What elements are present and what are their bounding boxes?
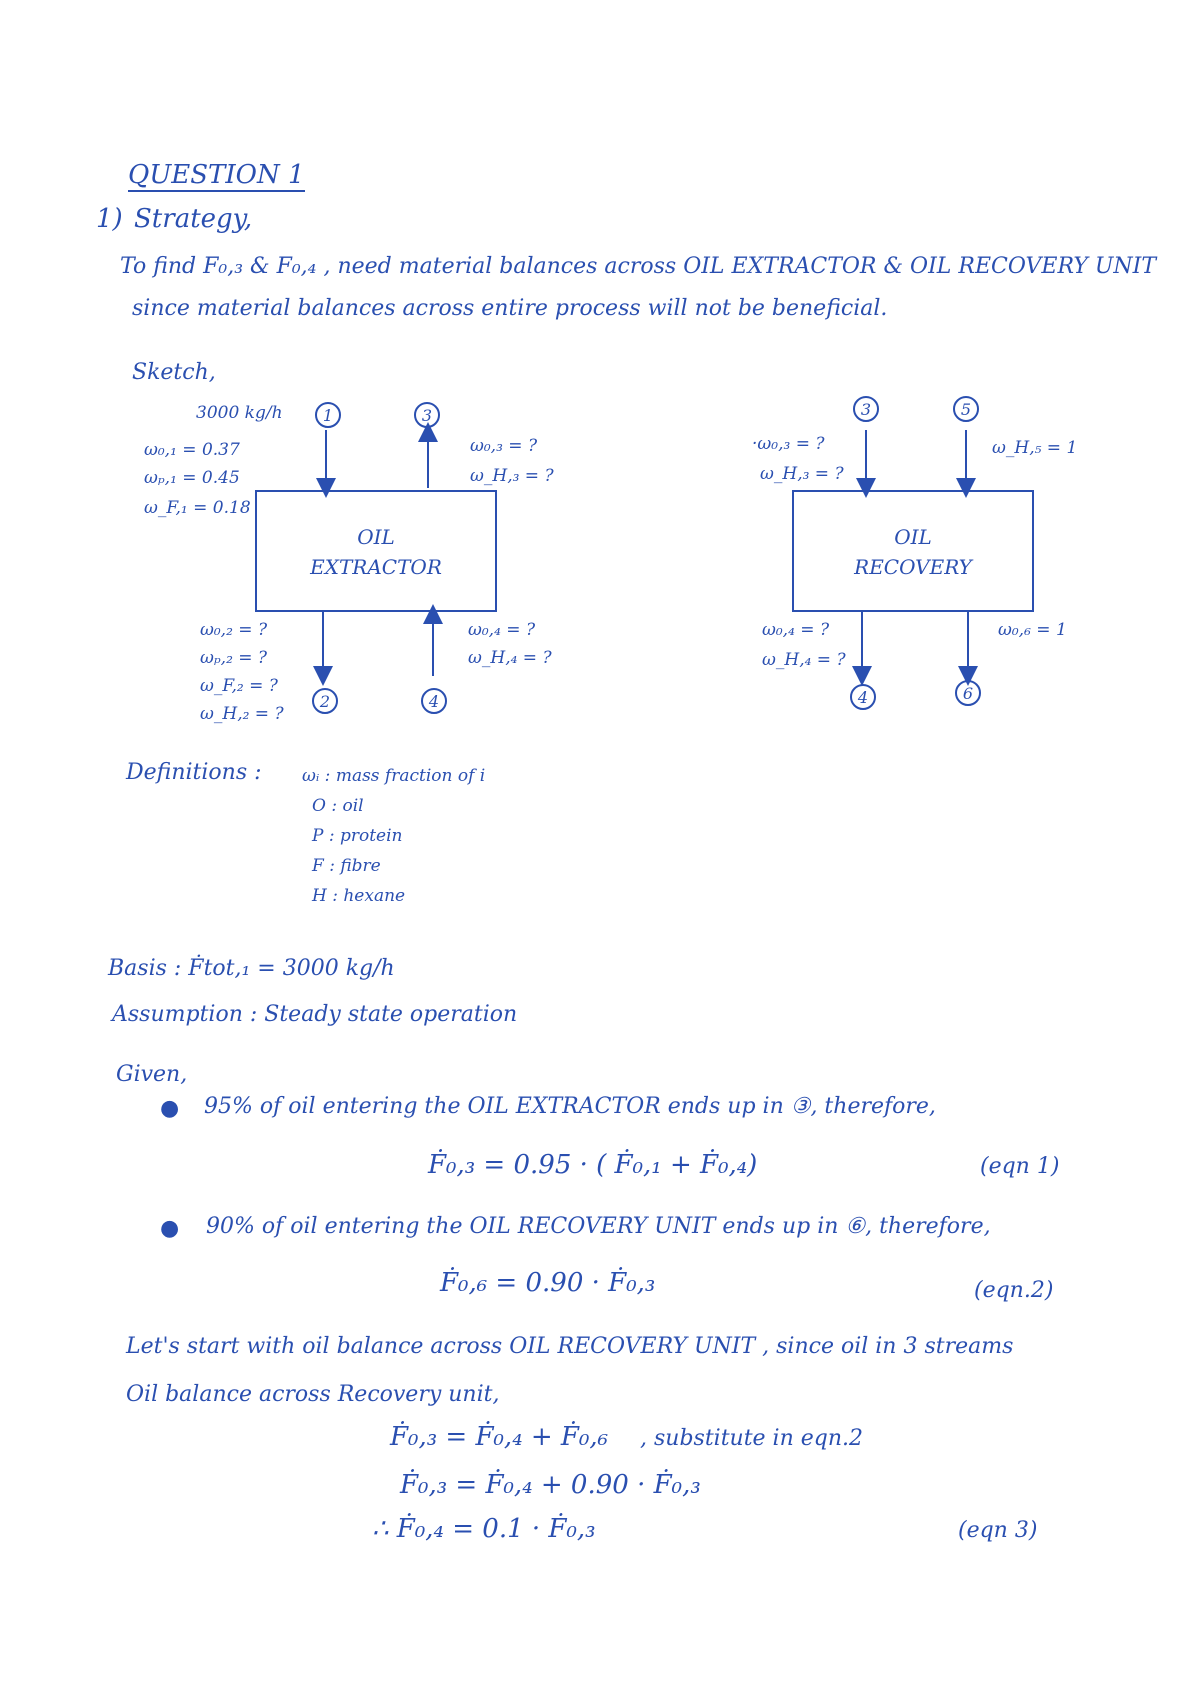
feed-fraction-oil: ω₀,₁ = 0.37 <box>144 440 240 460</box>
oil-recovery-label-line-2: RECOVERY <box>854 555 972 579</box>
stream-3-marker-extractor: 3 <box>414 402 440 428</box>
equation-1: Ḟ₀,₃ = 0.95 · ( Ḟ₀,₁ + Ḟ₀,₄) <box>428 1150 758 1180</box>
stream-2-marker: 2 <box>312 688 338 714</box>
definition-item: ωᵢ : mass fraction of i <box>302 766 486 786</box>
feed-rate: 3000 kg/h <box>196 403 283 423</box>
oil-extractor-label-line-1: OIL <box>357 525 395 549</box>
equation-2: Ḟ₀,₆ = 0.90 · Ḟ₀,₃ <box>440 1268 656 1298</box>
definitions-heading: Definitions : <box>126 760 262 785</box>
definition-item: O : oil <box>312 796 364 816</box>
stream-2-fraction-oil: ω₀,₂ = ? <box>200 620 268 640</box>
bullet-icon: ● <box>160 1216 180 1241</box>
definitions-list <box>302 766 485 916</box>
recovery-in-fraction-hexane: ω_H,₃ = ? <box>760 464 844 484</box>
definition-item: P : protein <box>312 826 403 846</box>
oil-extractor-label-line-2: EXTRACTOR <box>310 555 442 579</box>
stream-2-fraction-hexane: ω_H,₂ = ? <box>200 704 284 724</box>
equation-2-tag: (eqn.2) <box>974 1278 1054 1303</box>
assumption: Assumption : Steady state operation <box>112 1002 518 1027</box>
stream-5-fraction-hexane: ω_H,₅ = 1 <box>992 438 1078 458</box>
equation-1-tag: (eqn 1) <box>980 1154 1060 1179</box>
stream-6-fraction-oil: ω₀,₆ = 1 <box>998 620 1067 640</box>
strategy-line-1: To find F₀,₃ & F₀,₄ , need material balances across OIL EXTRACTOR & OIL RECOVERY UNIT <box>120 254 1156 279</box>
stream-4-fraction-hexane-extractor: ω_H,₄ = ? <box>468 648 552 668</box>
stream-6-marker: 6 <box>955 680 981 706</box>
bullet-icon: ● <box>160 1096 180 1121</box>
stream-2-fraction-fibre: ω_F,₂ = ? <box>200 676 278 696</box>
balance-line-2: Ḟ₀,₃ = Ḟ₀,₄ + 0.90 · Ḟ₀,₃ <box>400 1470 701 1500</box>
stream-4-fraction-hexane-recovery: ω_H,₄ = ? <box>762 650 846 670</box>
given-bullet-2: 90% of oil entering the OIL RECOVERY UNIT ends up in ⑥, therefore, <box>206 1214 991 1239</box>
oil-extractor-label <box>255 522 497 582</box>
stream-4-marker-extractor: 4 <box>421 688 447 714</box>
sketch-heading: Sketch, <box>132 360 216 385</box>
stream-5-marker: 5 <box>953 396 979 422</box>
oil-recovery-label <box>792 522 1034 582</box>
strategy-heading: Strategy, <box>134 204 253 234</box>
feed-fraction-fibre: ω_F,₁ = 0.18 <box>144 498 251 518</box>
given-heading: Given, <box>116 1062 188 1087</box>
stream-3-fraction-oil: ω₀,₃ = ? <box>470 436 538 456</box>
stream-2-fraction-protein: ωₚ,₂ = ? <box>200 648 268 668</box>
feed-fraction-protein: ωₚ,₁ = 0.45 <box>144 468 240 488</box>
stream-4-marker-recovery: 4 <box>850 684 876 710</box>
balance-heading: Oil balance across Recovery unit, <box>126 1382 500 1407</box>
basis: Basis : Ḟtot,₁ = 3000 kg/h <box>108 956 395 981</box>
definition-item: H : hexane <box>312 886 406 906</box>
balance-line-1-note: , substitute in eqn.2 <box>640 1426 864 1451</box>
given-bullet-1: 95% of oil entering the OIL EXTRACTOR ends up in ③, therefore, <box>204 1094 936 1119</box>
recovery-in-fraction-oil: ·ω₀,₃ = ? <box>752 434 825 454</box>
balance-line-3: ∴ Ḟ₀,₄ = 0.1 · Ḟ₀,₃ <box>372 1514 596 1544</box>
balance-line-1: Ḟ₀,₃ = Ḟ₀,₄ + Ḟ₀,₆ <box>390 1422 609 1452</box>
strategy-line-2: since material balances across entire process will not be beneficial. <box>132 296 888 321</box>
oil-recovery-label-line-1: OIL <box>894 525 932 549</box>
balance-intro: Let's start with oil balance across OIL RECOVERY UNIT , since oil in 3 streams <box>126 1334 1014 1359</box>
stream-4-fraction-oil-recovery: ω₀,₄ = ? <box>762 620 830 640</box>
definition-item: F : fibre <box>312 856 381 876</box>
equation-3-tag: (eqn 3) <box>958 1518 1038 1543</box>
stream-3-fraction-hexane: ω_H,₃ = ? <box>470 466 554 486</box>
section-number: 1) <box>96 204 123 234</box>
stream-4-fraction-oil-extractor: ω₀,₄ = ? <box>468 620 536 640</box>
stream-3-marker-recovery: 3 <box>853 396 879 422</box>
stream-1-marker: 1 <box>315 402 341 428</box>
page-title: QUESTION 1 <box>128 160 305 190</box>
